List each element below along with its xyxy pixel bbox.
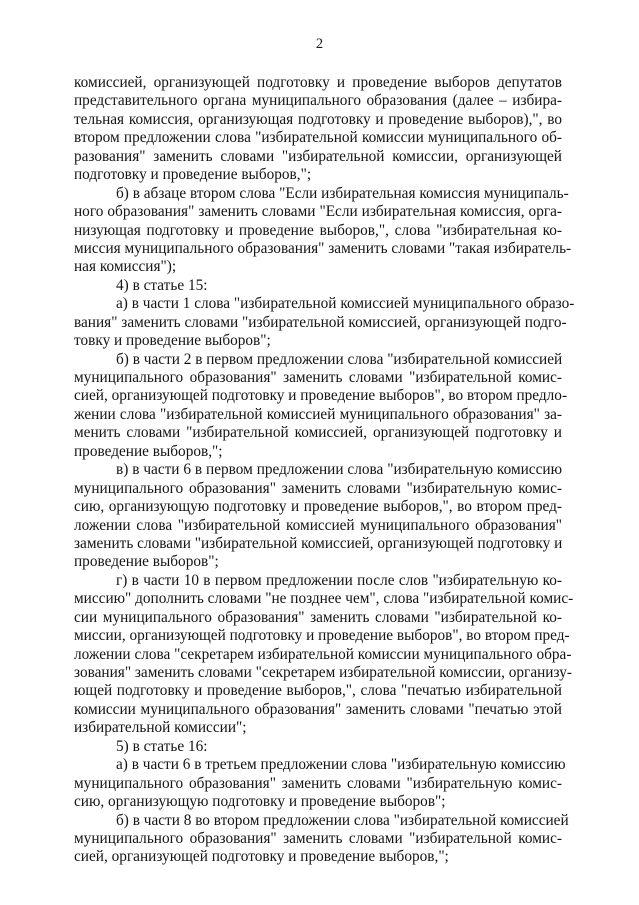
text-line: разования" заменить словами "избирательной комиссии, организующей: [74, 147, 562, 165]
text-line: ющей подготовку и проведение выборов,", слова "печатью избирательной: [74, 682, 562, 700]
text-line: сию, организующую подготовку и проведение выборов";: [74, 793, 446, 811]
text-line: тельная комиссия, организующая подготовку и проведение выборов),", во: [74, 110, 562, 128]
text-line: сией, организующей подготовку и проведение выборов,";: [74, 848, 449, 866]
text-line: миссия муниципального образования" заменить словами "такая избиратель-: [74, 239, 572, 257]
text-line: менить словами "избирательной комиссией, организующей подготовку и: [74, 424, 562, 442]
text-line: б) в части 8 во втором предложении слова "избирательной комиссией: [116, 811, 569, 829]
text-line: ного образования" заменить словами "Если избирательная комиссия, орга-: [74, 203, 562, 221]
text-line: ная комиссия");: [74, 258, 177, 276]
text-line: избирательной комиссии";: [74, 719, 247, 737]
document-body: [74, 74, 575, 867]
text-line: муниципального образования" заменить словами "избирательную комис-: [74, 479, 562, 497]
text-line: б) в абзаце втором слова "Если избирательная комиссия муниципаль-: [116, 184, 569, 202]
text-line: низующая подготовку и проведение выборов,", слова "избирательная ко-: [74, 221, 562, 239]
text-line: заменить словами "избирательной комиссией, организующей подготовку и: [74, 534, 563, 552]
text-line: товку и проведение выборов";: [74, 332, 271, 350]
text-line: а) в части 6 в третьем предложении слова "избирательную комиссию: [116, 756, 566, 774]
text-line: представительного органа муниципального образования (далее – избира-: [74, 92, 562, 110]
text-line: муниципального образования" заменить словами "избирательной комис-: [74, 369, 562, 386]
text-line: подготовку и проведение выборов,";: [74, 166, 312, 184]
text-line: комиссии муниципального образования" заменить словами "печатью этой: [74, 700, 562, 718]
text-line: муниципального образования" заменить словами "избирательной комис-: [74, 829, 562, 847]
text-line: б) в части 2 в первом предложении слова "избирательной комиссией: [116, 350, 563, 368]
text-line: проведение выборов,";: [74, 442, 223, 460]
text-line: втором предложении слова "избирательной комиссии муниципального об-: [74, 129, 562, 147]
text-line: жении слова "избирательной комиссией муниципального образования" за-: [74, 405, 562, 423]
text-line: миссии, организующей подготовку и проведение выборов", во втором пред-: [74, 627, 570, 645]
text-line: проведение выборов";: [74, 553, 219, 571]
text-line: ложении слова "секретарем избирательной комиссии муниципального обра-: [74, 645, 572, 663]
text-line: г) в части 10 в первом предложении после слов "избирательную ко-: [116, 571, 562, 589]
text-line: вания" заменить словами "избирательной комиссией, организующей подго-: [74, 313, 567, 331]
text-line: сию, организующую подготовку и проведение выборов,", во втором пред-: [74, 498, 562, 516]
text-line: муниципального образования" заменить словами "избирательную комис-: [74, 774, 562, 792]
text-line: 5) в статье 16:: [116, 737, 208, 755]
text-line: ложении слова "избирательной комиссией муниципального образования": [74, 516, 562, 534]
page-number: 2: [315, 36, 324, 52]
text-line: зования" заменить словами "секретарем избирательной комиссии, организу-: [74, 664, 572, 681]
text-line: комиссией, организующей подготовку и проведение выборов депутатов: [74, 74, 562, 91]
text-line: а) в части 1 слова "избирательной комиссией муниципального образо-: [116, 295, 575, 313]
text-line: сией, организующей подготовку и проведение выборов", во втором предло-: [74, 387, 568, 405]
text-line: миссию" дополнить словами "не позднее чем", слова "избирательной комис-: [74, 590, 574, 608]
text-line: сии муниципального образования" заменить словами "избирательной ко-: [74, 608, 562, 626]
text-line: 4) в статье 15:: [116, 276, 208, 294]
text-line: в) в части 6 в первом предложении слова "избирательную комиссию: [116, 461, 562, 479]
